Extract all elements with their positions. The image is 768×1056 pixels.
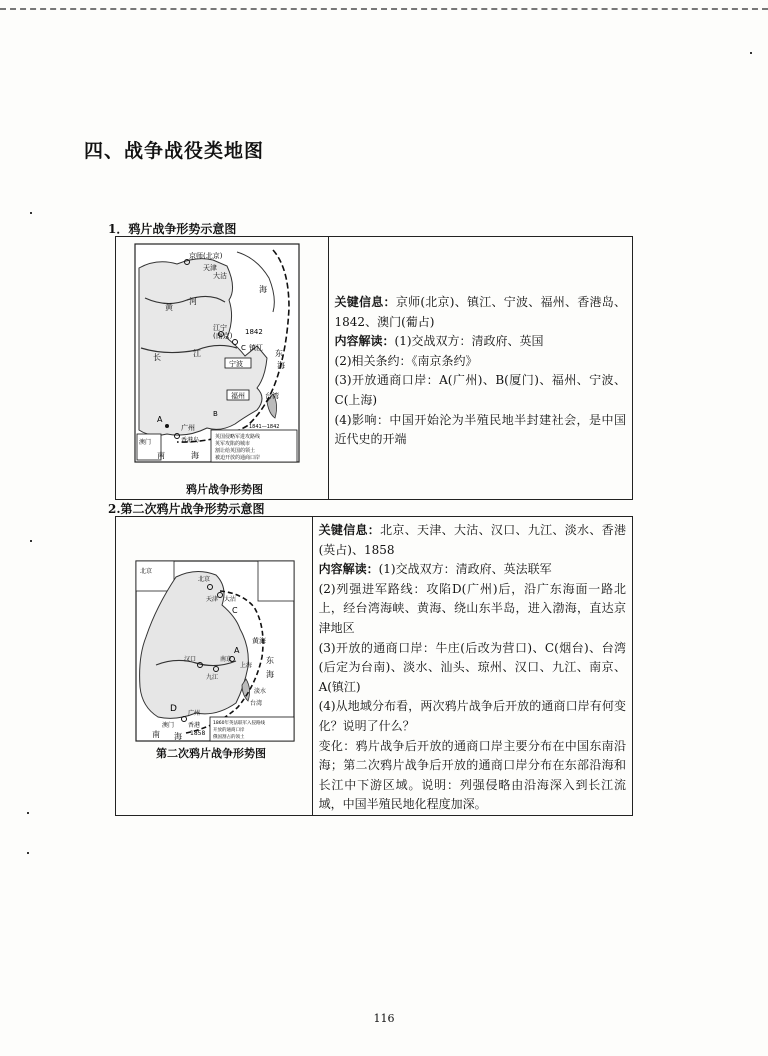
map2-nanjing: 南京 bbox=[220, 656, 233, 663]
section1-map-caption: 鸦片战争形势图 bbox=[186, 483, 263, 496]
section2-title: 2.第二次鸦片战争形势示意图 bbox=[108, 502, 265, 516]
map2-south: 南 bbox=[152, 730, 160, 739]
s1-info-4: (4)影响：中国开始沦为半殖民地半封建社会，是中国近代史的开端 bbox=[334, 412, 626, 447]
section1-map-cell bbox=[116, 237, 329, 500]
map1-beijing: 京师(北京) bbox=[189, 252, 223, 260]
map1-legend-year: 1841—1842 bbox=[249, 424, 280, 430]
map1-label-c: C bbox=[241, 344, 246, 352]
map2-east: 东 bbox=[266, 656, 274, 665]
s1-info-1: 内容解读：(1)交战双方：清政府、英国 bbox=[334, 334, 544, 349]
s2-info-0: 关键信息：北京、天津、大沽、汉口、九江、淡水、香港(英占)、1858 bbox=[318, 523, 626, 557]
map2-label-a: A bbox=[234, 646, 240, 655]
scan-speck bbox=[750, 52, 752, 54]
map2-inset-label: 北京 bbox=[140, 568, 153, 575]
map2-legend-route: 1860年英法联军入侵路线 bbox=[213, 721, 265, 726]
s2-info-5: 变化：鸦片战争后开放的通商口岸主要分布在中国东南沿海；第二次鸦片战争后开放的通商口岸分布在东部沿海和长江中下游区域。说明：列强侵略由沿海深入到长江流域，中国半殖民地化程度加深。 bbox=[318, 738, 626, 812]
section-heading: 四、战争战役类地图 bbox=[84, 140, 265, 162]
map1-fuzhou: 福州 bbox=[231, 392, 245, 400]
map2-sea-east: 海 bbox=[266, 670, 274, 679]
map1-south: 南 bbox=[157, 451, 165, 460]
map1-jiangning: 江宁 bbox=[213, 324, 227, 332]
map2-shanghai: 上海 bbox=[240, 662, 253, 669]
s1-info-3: (3)开放通商口岸：A(广州)、B(厦门)、福州、宁波、C(上海) bbox=[334, 373, 626, 407]
map1-guangzhou: 广州 bbox=[181, 424, 195, 432]
map2-legend-ceded: 俄国割占的领土 bbox=[213, 735, 245, 740]
map1-sea-top: 海 bbox=[259, 285, 267, 294]
map2-macau: 澳门 bbox=[162, 722, 175, 729]
map1-taiwan: 台湾 bbox=[265, 392, 279, 400]
map1-sea-south: 海 bbox=[191, 451, 199, 460]
map2-tianjin: 天津 bbox=[206, 596, 219, 603]
scan-speck bbox=[27, 812, 29, 814]
section2-table bbox=[115, 516, 633, 816]
map1-macau: 澳门 bbox=[139, 439, 152, 446]
map2-legend-ports: 开放的通商口岸 bbox=[213, 728, 245, 733]
map1-ningbo: 宁波 bbox=[229, 360, 243, 368]
s2-info-3: (3)开放的通商口岸：牛庄(后改为营口)、C(烟台)、台湾(后定为台南)、淡水、汕头、琼州、汉口、九江、南京、A(镇江) bbox=[318, 640, 626, 694]
map1-dagu: 大沽 bbox=[213, 272, 227, 280]
map2-dagu: 大沽 bbox=[224, 596, 237, 603]
map2-label-c: C bbox=[232, 606, 238, 615]
page-number: 116 bbox=[373, 1012, 395, 1025]
map1-tianjin: 天津 bbox=[203, 264, 217, 272]
map1-yellow: 黄 bbox=[165, 303, 173, 312]
s2-info-2: (2)列强进军路线：攻陷D(广州)后，沿广东海面一路北上，经台湾海峡、黄海、绕山东半岛，进入渤海，直达京津地区 bbox=[318, 581, 626, 635]
map2-label-d: D bbox=[170, 704, 177, 714]
map1-sea-east: 海 bbox=[277, 361, 285, 370]
section2-info-cell bbox=[312, 517, 632, 816]
section2-map-caption: 第二次鸦片战争形势图 bbox=[156, 747, 266, 760]
scan-speck bbox=[30, 212, 32, 214]
map1-east: 东 bbox=[275, 349, 283, 358]
s2-info-4: (4)从地域分布看，两次鸦片战争后开放的通商口岸有何变化？说明了什么？ bbox=[318, 699, 626, 733]
map1-hongkong: 香港岛 bbox=[181, 437, 200, 444]
map2-jiujiang: 九江 bbox=[206, 674, 219, 681]
map1-nanjing: (南京) bbox=[213, 332, 233, 340]
map1-jiang: 江 bbox=[193, 349, 201, 358]
map1-legend-route: 英国侵略军进攻路线 bbox=[215, 434, 261, 440]
map2-taiwan: 台湾 bbox=[250, 700, 263, 707]
map1-label-a: A bbox=[157, 415, 163, 424]
map1-legend-ceded: 割让给英国的领土 bbox=[215, 448, 256, 454]
map1-zhenjiang: 镇江 bbox=[249, 344, 263, 352]
map1-river: 河 bbox=[189, 297, 197, 306]
map2-sea-south: 海 bbox=[174, 732, 182, 741]
map1-year: 1842 bbox=[245, 328, 263, 336]
scan-speck bbox=[30, 540, 32, 542]
map1-legend-captured: 英军攻陷的城市 bbox=[215, 441, 251, 447]
section1-title: 1．鸦片战争形势示意图 bbox=[108, 222, 237, 236]
top-dashed-rule bbox=[0, 8, 768, 10]
map1-yangtze: 长 bbox=[153, 353, 161, 362]
map2-danshui: 淡水 bbox=[254, 688, 267, 695]
map2-beijing: 北京 bbox=[198, 576, 211, 583]
map2-year: 1858 bbox=[190, 730, 206, 737]
map2-hankou: 汉口 bbox=[184, 656, 197, 663]
scan-speck bbox=[27, 852, 29, 854]
map1-legend-ports: 被迫开放的通商口岸 bbox=[215, 455, 261, 461]
second-opium-war-map bbox=[116, 557, 312, 757]
map1-label-b: B bbox=[213, 410, 218, 418]
s2-info-1: 内容解读：(1)交战双方：清政府、英法联军 bbox=[318, 562, 552, 577]
map2-hongkong: 香港 bbox=[188, 722, 201, 729]
section1-info bbox=[329, 237, 632, 450]
s1-info-0: 关键信息：京师(北京)、镇江、宁波、福州、香港岛、1842、澳门(葡占) bbox=[334, 295, 626, 329]
section1-table bbox=[115, 236, 633, 500]
opium-war-map bbox=[117, 238, 327, 478]
section1-info-cell bbox=[328, 237, 632, 500]
map2-guangzhou: 广州 bbox=[188, 710, 201, 717]
section2-info bbox=[313, 517, 632, 815]
s1-info-2: (2)相关条约：《南京条约》 bbox=[334, 353, 478, 368]
section2-map-cell bbox=[116, 517, 313, 816]
map2-yellow-sea: 黄海 bbox=[252, 637, 266, 645]
